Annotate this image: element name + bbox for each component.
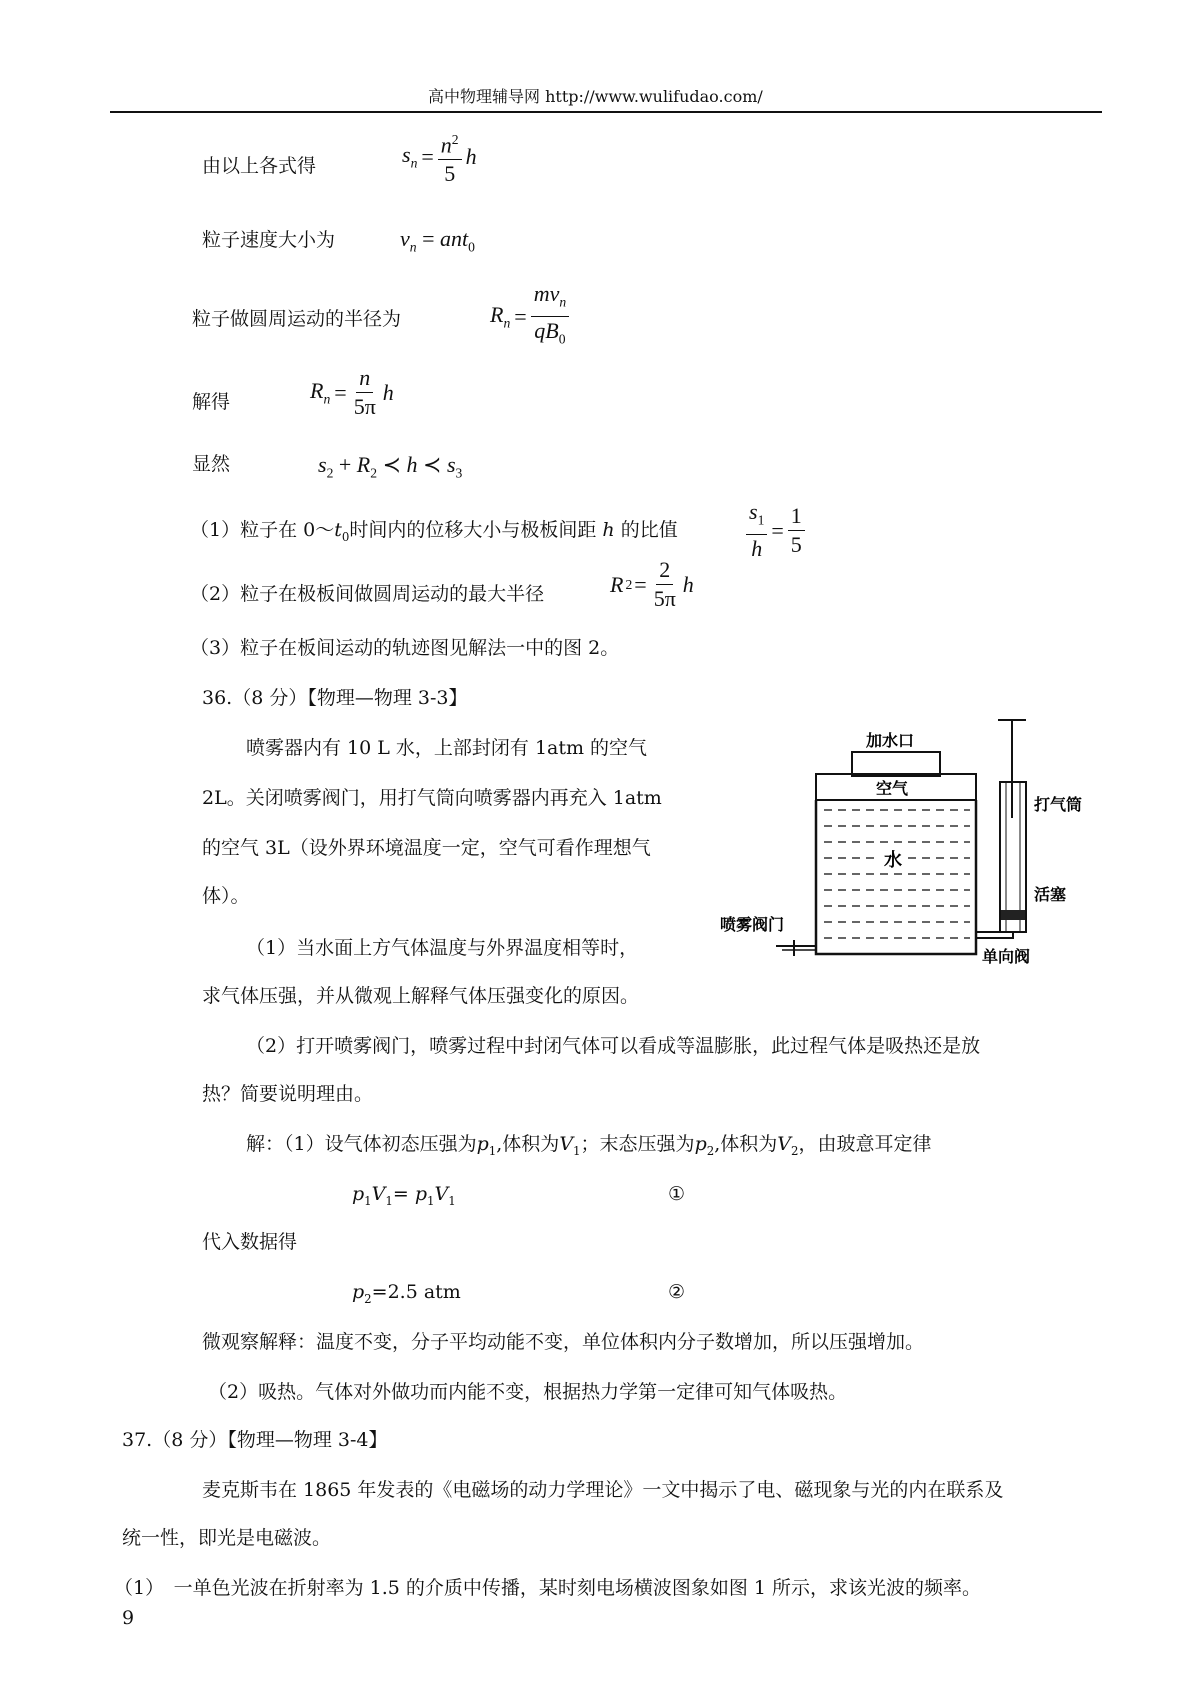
question-36-title: 36.（8 分）【物理—物理 3-3】 (202, 687, 468, 709)
equation-2: $p_2=2.5$ atm (352, 1281, 461, 1306)
page-header: 高中物理辅导网 http://www.wulifudao.com/ (428, 87, 763, 106)
question-text: 求气体压强，并从微观上解释气体压强变化的原因。 (202, 985, 640, 1007)
formula-sn: $s_n$ = $\frac{n^2}{5}$ h (400, 128, 479, 186)
text-line: 代入数据得 (202, 1231, 298, 1253)
formula-rn: $R_n$ = $\frac{mv_n}{qB_0}$ (488, 282, 571, 352)
equation-1: $p_1V_1= p_1V_1$ (352, 1183, 456, 1208)
question-text: （1） 一单色光波在折射率为 1.5 的介质中传播，某时刻电场横波图象如图 1 所示，求该光波的频率。 (114, 1577, 982, 1599)
text-line: 粒子速度大小为 (202, 229, 336, 251)
label-inlet: 加水口 (866, 731, 915, 750)
equation-2-marker: ② (668, 1281, 686, 1303)
formula-rn-result: $R_n$ = $\frac{n}{5\pi}$ h (310, 365, 394, 419)
label-spray-valve: 喷雾阀门 (720, 915, 785, 934)
text-line: （3）粒子在板间运动的轨迹图见解法一中的图 2。 (190, 637, 620, 659)
question-text: 喷雾器内有 10 L 水，上部封闭有 1atm 的空气 (246, 737, 648, 759)
equation-1-marker: ① (668, 1183, 686, 1205)
text-line: （2）吸热。气体对外做功而内能不变，根据热力学第一定律可知气体吸热。 (208, 1381, 848, 1403)
sprayer-figure (720, 718, 1100, 968)
formula-vn: $v_n = ant_0$ (400, 226, 475, 255)
solution-line: 解：（1）设气体初态压强为$p_1$,体积为$V_1$；末态压强为$p_2$,体积为$V_2$，由玻意耳定律 (246, 1133, 932, 1158)
question-text: 统一性，即光是电磁波。 (122, 1527, 332, 1549)
question-text: （2）打开喷雾阀门，喷雾过程中封闭气体可以看成等温膨胀，此过程气体是吸热还是放 (246, 1035, 981, 1057)
formula-ratio: $\frac{s_1}{h}$ = $\frac{1}{5}$ (744, 500, 807, 561)
text-line: （2）粒子在极板间做圆周运动的最大半径 (190, 583, 545, 605)
formula-inequality: $s_2 + R_2$ ≺ h ≺ $s_3$ (318, 452, 463, 481)
question-text: 热？简要说明理由。 (202, 1083, 374, 1105)
label-pump: 打气筒 (1034, 795, 1083, 814)
label-piston: 活塞 (1034, 885, 1067, 904)
question-text: 麦克斯韦在 1865 年发表的《电磁场的动力学理论》一文中揭示了电、磁现象与光的内在联系及 (202, 1479, 1004, 1501)
text-line: 解得 (192, 391, 231, 413)
label-check-valve: 单向阀 (982, 947, 1031, 966)
text-line: 粒子做圆周运动的半径为 (192, 308, 402, 330)
question-text: 体）。 (202, 885, 250, 907)
label-water: 水 (884, 850, 902, 871)
formula-r2: R 2 = $\frac{2}{5\pi}$ h (610, 557, 694, 611)
question-text: 的空气 3L（设外界环境温度一定，空气可看作理想气 (202, 837, 651, 859)
page-number: 9 (122, 1607, 135, 1629)
header-divider (110, 111, 1102, 113)
question-text: （1）当水面上方气体温度与外界温度相等时， (246, 937, 639, 959)
text-line: （1）粒子在 $0\sim t_0$时间内的位移大小与极板间距 h 的比值 (190, 519, 678, 544)
text-line: 显然 (192, 453, 231, 475)
question-37-title: 37.（8 分）【物理—物理 3-4】 (122, 1429, 388, 1451)
text-line: 由以上各式得 (202, 155, 317, 177)
text-line: 微观察解释：温度不变，分子平均动能不变，单位体积内分子数增加，所以压强增加。 (202, 1331, 925, 1353)
label-air: 空气 (876, 779, 909, 798)
question-text: 2L。关闭喷雾阀门，用打气筒向喷雾器内再充入 1atm (202, 787, 662, 809)
